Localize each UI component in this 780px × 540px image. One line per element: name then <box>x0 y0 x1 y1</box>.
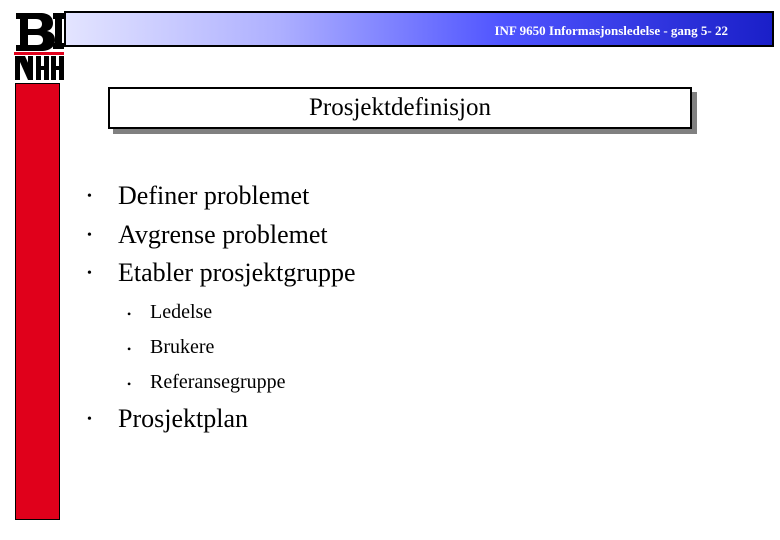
header-bar <box>64 11 774 47</box>
bullet-item <box>87 220 328 250</box>
bullet-dot-icon: • <box>127 307 132 321</box>
bi-logo <box>14 11 64 51</box>
sub-bullet-text: Brukere <box>150 336 215 358</box>
nhh-logo <box>14 52 64 82</box>
bullet-dot-icon: • <box>127 342 132 356</box>
sub-bullet-item <box>127 301 213 324</box>
bullet-dot-icon: • <box>87 228 92 243</box>
slide-title: Prosjektdefinisjon <box>108 87 692 129</box>
sub-bullet-item <box>127 371 286 394</box>
bullet-dot-icon: • <box>87 412 92 427</box>
bullet-dot-icon: • <box>87 189 92 204</box>
bullet-text: Definer problemet <box>118 181 310 210</box>
sub-bullet-item <box>127 336 215 359</box>
bullet-text: Prosjektplan <box>118 404 248 433</box>
header-text: INF 9650 Informasjonsledelse - gang 5- 22 <box>494 23 728 38</box>
sub-bullet-text: Ledelse <box>150 301 213 323</box>
red-side-bar <box>15 83 60 520</box>
bullet-item <box>87 181 310 211</box>
sub-bullet-text: Referansegruppe <box>150 371 286 393</box>
bullet-dot-icon: • <box>87 266 92 281</box>
bullet-dot-icon: • <box>127 377 132 391</box>
bullet-text: Avgrense problemet <box>118 220 328 249</box>
bullet-item <box>87 258 356 288</box>
bullet-item <box>87 404 248 434</box>
bullet-text: Etabler prosjektgruppe <box>118 258 356 287</box>
